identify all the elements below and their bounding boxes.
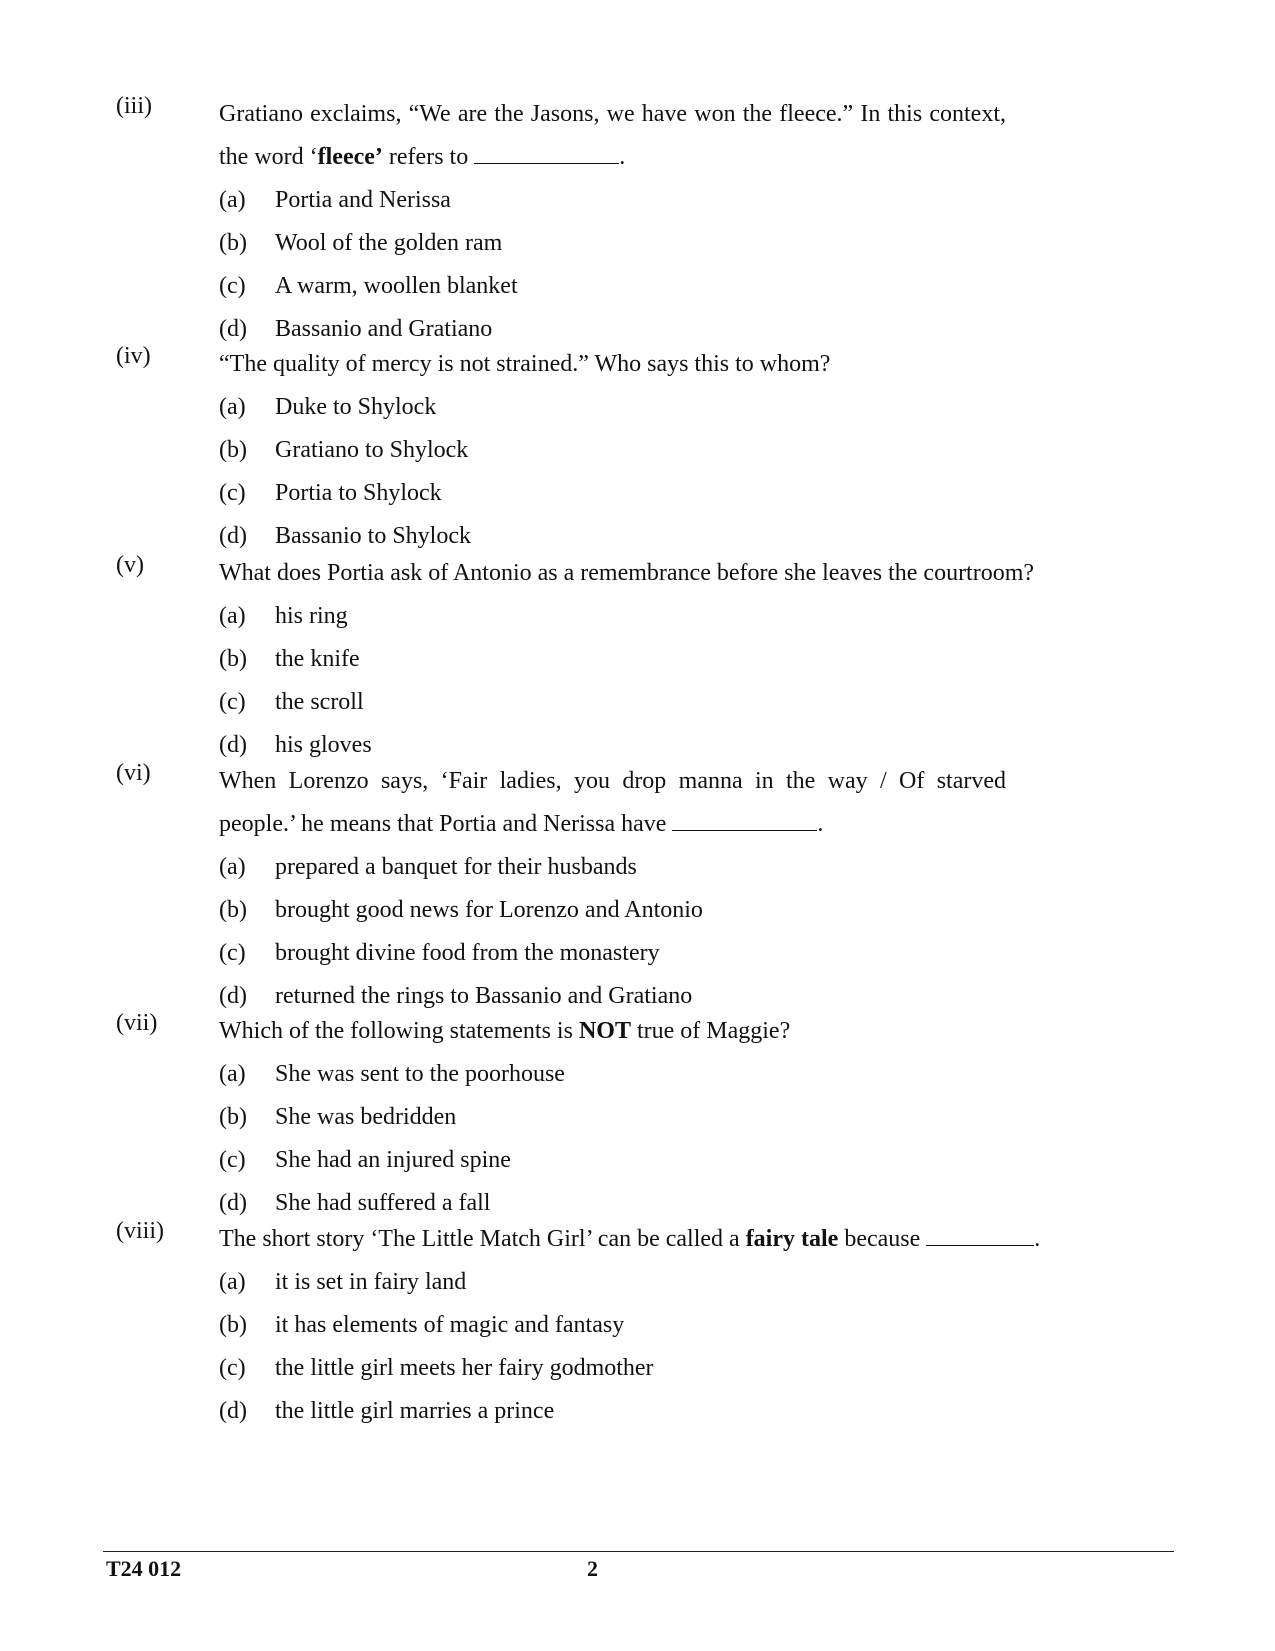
option: (c) the scroll	[219, 689, 364, 715]
answer-blank	[672, 804, 817, 831]
option: (b) Wool of the golden ram	[219, 230, 503, 256]
option: (c) Portia to Shylock	[219, 480, 442, 506]
option: (c) A warm, woollen blanket	[219, 273, 518, 299]
question-text: The short story ‘The Little Match Girl’ can be called a fairy tale because .	[219, 1218, 1056, 1261]
question-text: Which of the following statements is NOT true of Maggie?	[219, 1018, 791, 1044]
option: (d) his gloves	[219, 732, 372, 758]
option: (a) She was sent to the poorhouse	[219, 1061, 565, 1087]
option: (c) the little girl meets her fairy godmother	[219, 1355, 654, 1381]
question-v	[116, 552, 1056, 767]
option: (a) his ring	[219, 603, 348, 629]
question-number: (vii)	[116, 1010, 158, 1036]
question-viii	[116, 1218, 1056, 1433]
option: (d) Bassanio and Gratiano	[219, 316, 493, 342]
option: (a) prepared a banquet for their husbands	[219, 854, 637, 880]
question-text: “The quality of mercy is not strained.” Who says this to whom?	[219, 351, 831, 377]
option: (a) Portia and Nerissa	[219, 187, 451, 213]
option: (d) Bassanio to Shylock	[219, 523, 471, 549]
question-number: (viii)	[116, 1218, 164, 1244]
question-text: Gratiano exclaims, “We are the Jasons, we have won the fleece.” In this context, the word ‘fleece’ refers to .	[219, 101, 1006, 170]
option: (c) She had an injured spine	[219, 1147, 511, 1173]
question-iii	[116, 93, 1056, 351]
option: (a) it is set in fairy land	[219, 1269, 467, 1295]
footer-divider	[103, 1551, 1174, 1552]
option: (c) brought divine food from the monastery	[219, 940, 660, 966]
option: (b) Gratiano to Shylock	[219, 437, 469, 463]
option: (d) returned the rings to Bassanio and Gratiano	[219, 983, 693, 1009]
option: (d) the little girl marries a prince	[219, 1398, 555, 1424]
question-text: When Lorenzo says, ‘Fair ladies, you drop manna in the way / Of starved people.’ he means that Portia and Nerissa have .	[219, 768, 1006, 837]
option: (a) Duke to Shylock	[219, 394, 437, 420]
question-vi	[116, 760, 1056, 1018]
option: (b) She was bedridden	[219, 1104, 457, 1130]
question-number: (vi)	[116, 760, 151, 786]
option: (d) She had suffered a fall	[219, 1190, 491, 1216]
question-number: (iii)	[116, 93, 152, 119]
question-text: What does Portia ask of Antonio as a remembrance before she leaves the courtroom?	[219, 560, 1035, 586]
question-vii	[116, 1010, 1056, 1225]
answer-blank	[474, 137, 619, 164]
page-number: 2	[587, 1556, 598, 1581]
question-iv	[116, 343, 1056, 558]
option: (b) the knife	[219, 646, 360, 672]
answer-blank	[926, 1219, 1034, 1246]
question-number: (iv)	[116, 343, 151, 369]
question-number: (v)	[116, 552, 144, 578]
option: (b) brought good news for Lorenzo and Antonio	[219, 897, 703, 923]
paper-code: T24 012	[106, 1556, 182, 1581]
option: (b) it has elements of magic and fantasy	[219, 1312, 625, 1338]
